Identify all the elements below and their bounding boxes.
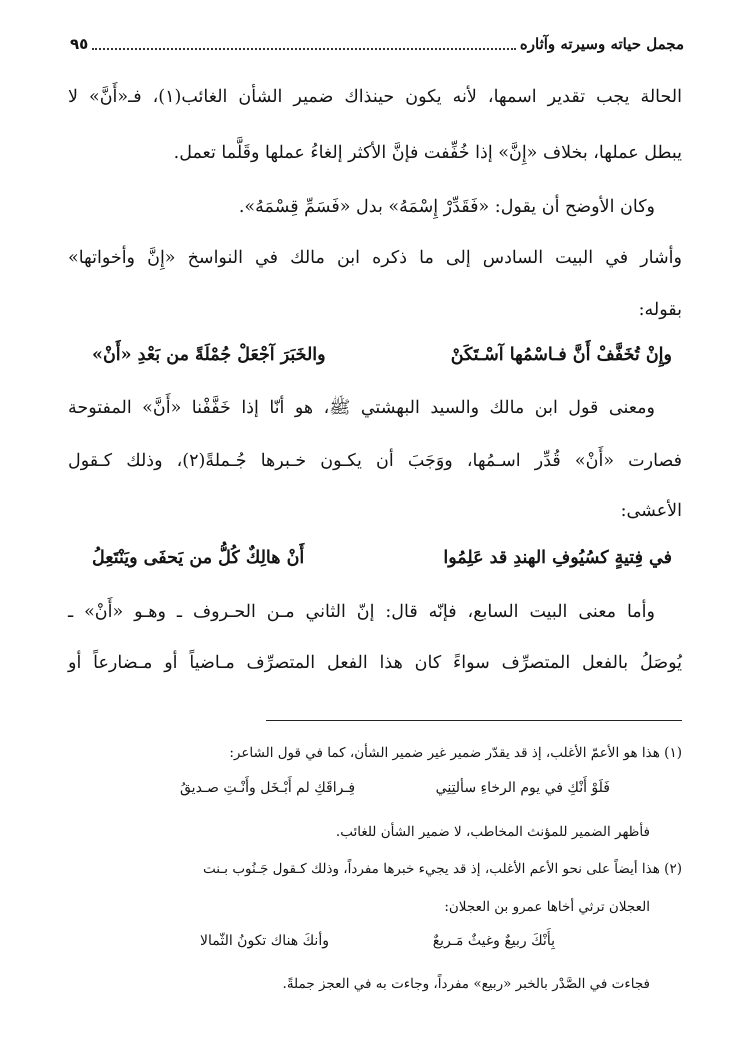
body-line: وأما معنى البيت السابع، فإنّه قال: إنّ الثاني مـن الحـروف ـ وهـو «أَنْ» ـ [68,602,655,622]
verse-first-hemistich: في فِتيةٍ كسُيُوفِ الهندِ قد عَلِمُوا [443,548,672,568]
footnote-separator [266,720,682,721]
footnote-verse-first: فَلَوْ أَنْكِ في يوم الرخاءِ سألتِنِي [435,780,610,796]
leader-dots [92,38,516,50]
verse-first-hemistich: وإِنْ تُخَفَّفْ أَنَّ فـاسْمُها آسْـتَكَنْ [450,345,672,365]
verse-second-hemistich: والخَبَرَ آجْعَلْ جُمْلَةً من بَعْدِ «أَنْ» [92,345,326,365]
verse-line [92,540,672,576]
body-line: ومعنى قول ابن مالك والسيد البهشتي ﷺ، هو أنّا إذا خَفَّفْنا «أَنَّ» المفتوحة [68,398,655,418]
footnote-line: (٢) هذا أيضاً على نحو الأعم الأغلب، إذ قد يجيء خبرها مفرداً، وذلك كـقول جَـنُوب بـنت [203,861,682,877]
body-line: الحالة يجب تقدير اسمها، لأنه يكون حينذاك ضمير الشأن الغائب(١)، فـ«أَنَّ» لا [68,87,683,107]
running-title: مجمل حياته وسيرته وآثاره [519,35,684,53]
body-line: فصارت «أَنْ» قُدِّر اسـمُها، ووَجَبَ أن يكـون خـبرها جُـملةً(٢)، وذلك كـقول [68,451,682,471]
body-line: الأعشى: [620,501,682,521]
verse-line [92,337,672,373]
footnote-line: فأظهر الضمير للمؤنث المخاطب، لا ضمير الشأن للغائب. [335,824,650,840]
body-line: بقوله: [638,300,682,320]
page-number: ٩٥ [70,35,89,53]
body-line: وأشار في البيت السادس إلى ما ذكره ابن مالك في النواسخ «إِنَّ وأخواتها» [68,248,682,268]
footnote-verse [180,780,610,806]
verse-second-hemistich: أَنْ هالِكٌ كُلُّ من يَحفَى ويَنْتَعِلُ [92,548,305,568]
body-line: يبطل عملها، بخلاف «إِنَّ» إذا خُفِّفت فإنَّ الأكثر إلغاءُ عملها وقَلَّما تعمل. [173,143,682,163]
footnote-line: العجلان ترثي أخاها عمرو بن العجلان: [444,899,650,915]
footnote-line: فجاءت في الصَّدْر بالخبر «ربيع» مفرداً، وجاءت به في العجز جملةً. [282,976,650,992]
footnote-verse-first: بِأَنْكَ ربيعٌ وغيثٌ مَـريعٌ [432,933,555,949]
running-header [70,31,684,57]
body-line: يُوصَلُ بالفعل المتصرِّف سواءً كان هذا الفعل المتصرِّف مـاضياً أو مـضارعاً أو [68,653,682,673]
footnote-verse-second: وأنكَ هناك تكونُ الثّمالا [200,933,329,949]
footnote-line: (١) هذا هو الأعمّ الأغلب، إذ قد يقدّر ضمير غير ضمير الشأن، كما في قول الشاعر: [229,745,682,761]
body-line: وكان الأوضح أن يقول: «فَقَدِّرْ إِسْمَهُ» بدل «فَسَمِّ قِسْمَهُ». [238,197,655,217]
footnote-verse [200,933,555,959]
footnote-verse-second: فِـراقَكِ لم أَبْـخَل وأَنْـتِ صـديقُ [180,780,356,796]
